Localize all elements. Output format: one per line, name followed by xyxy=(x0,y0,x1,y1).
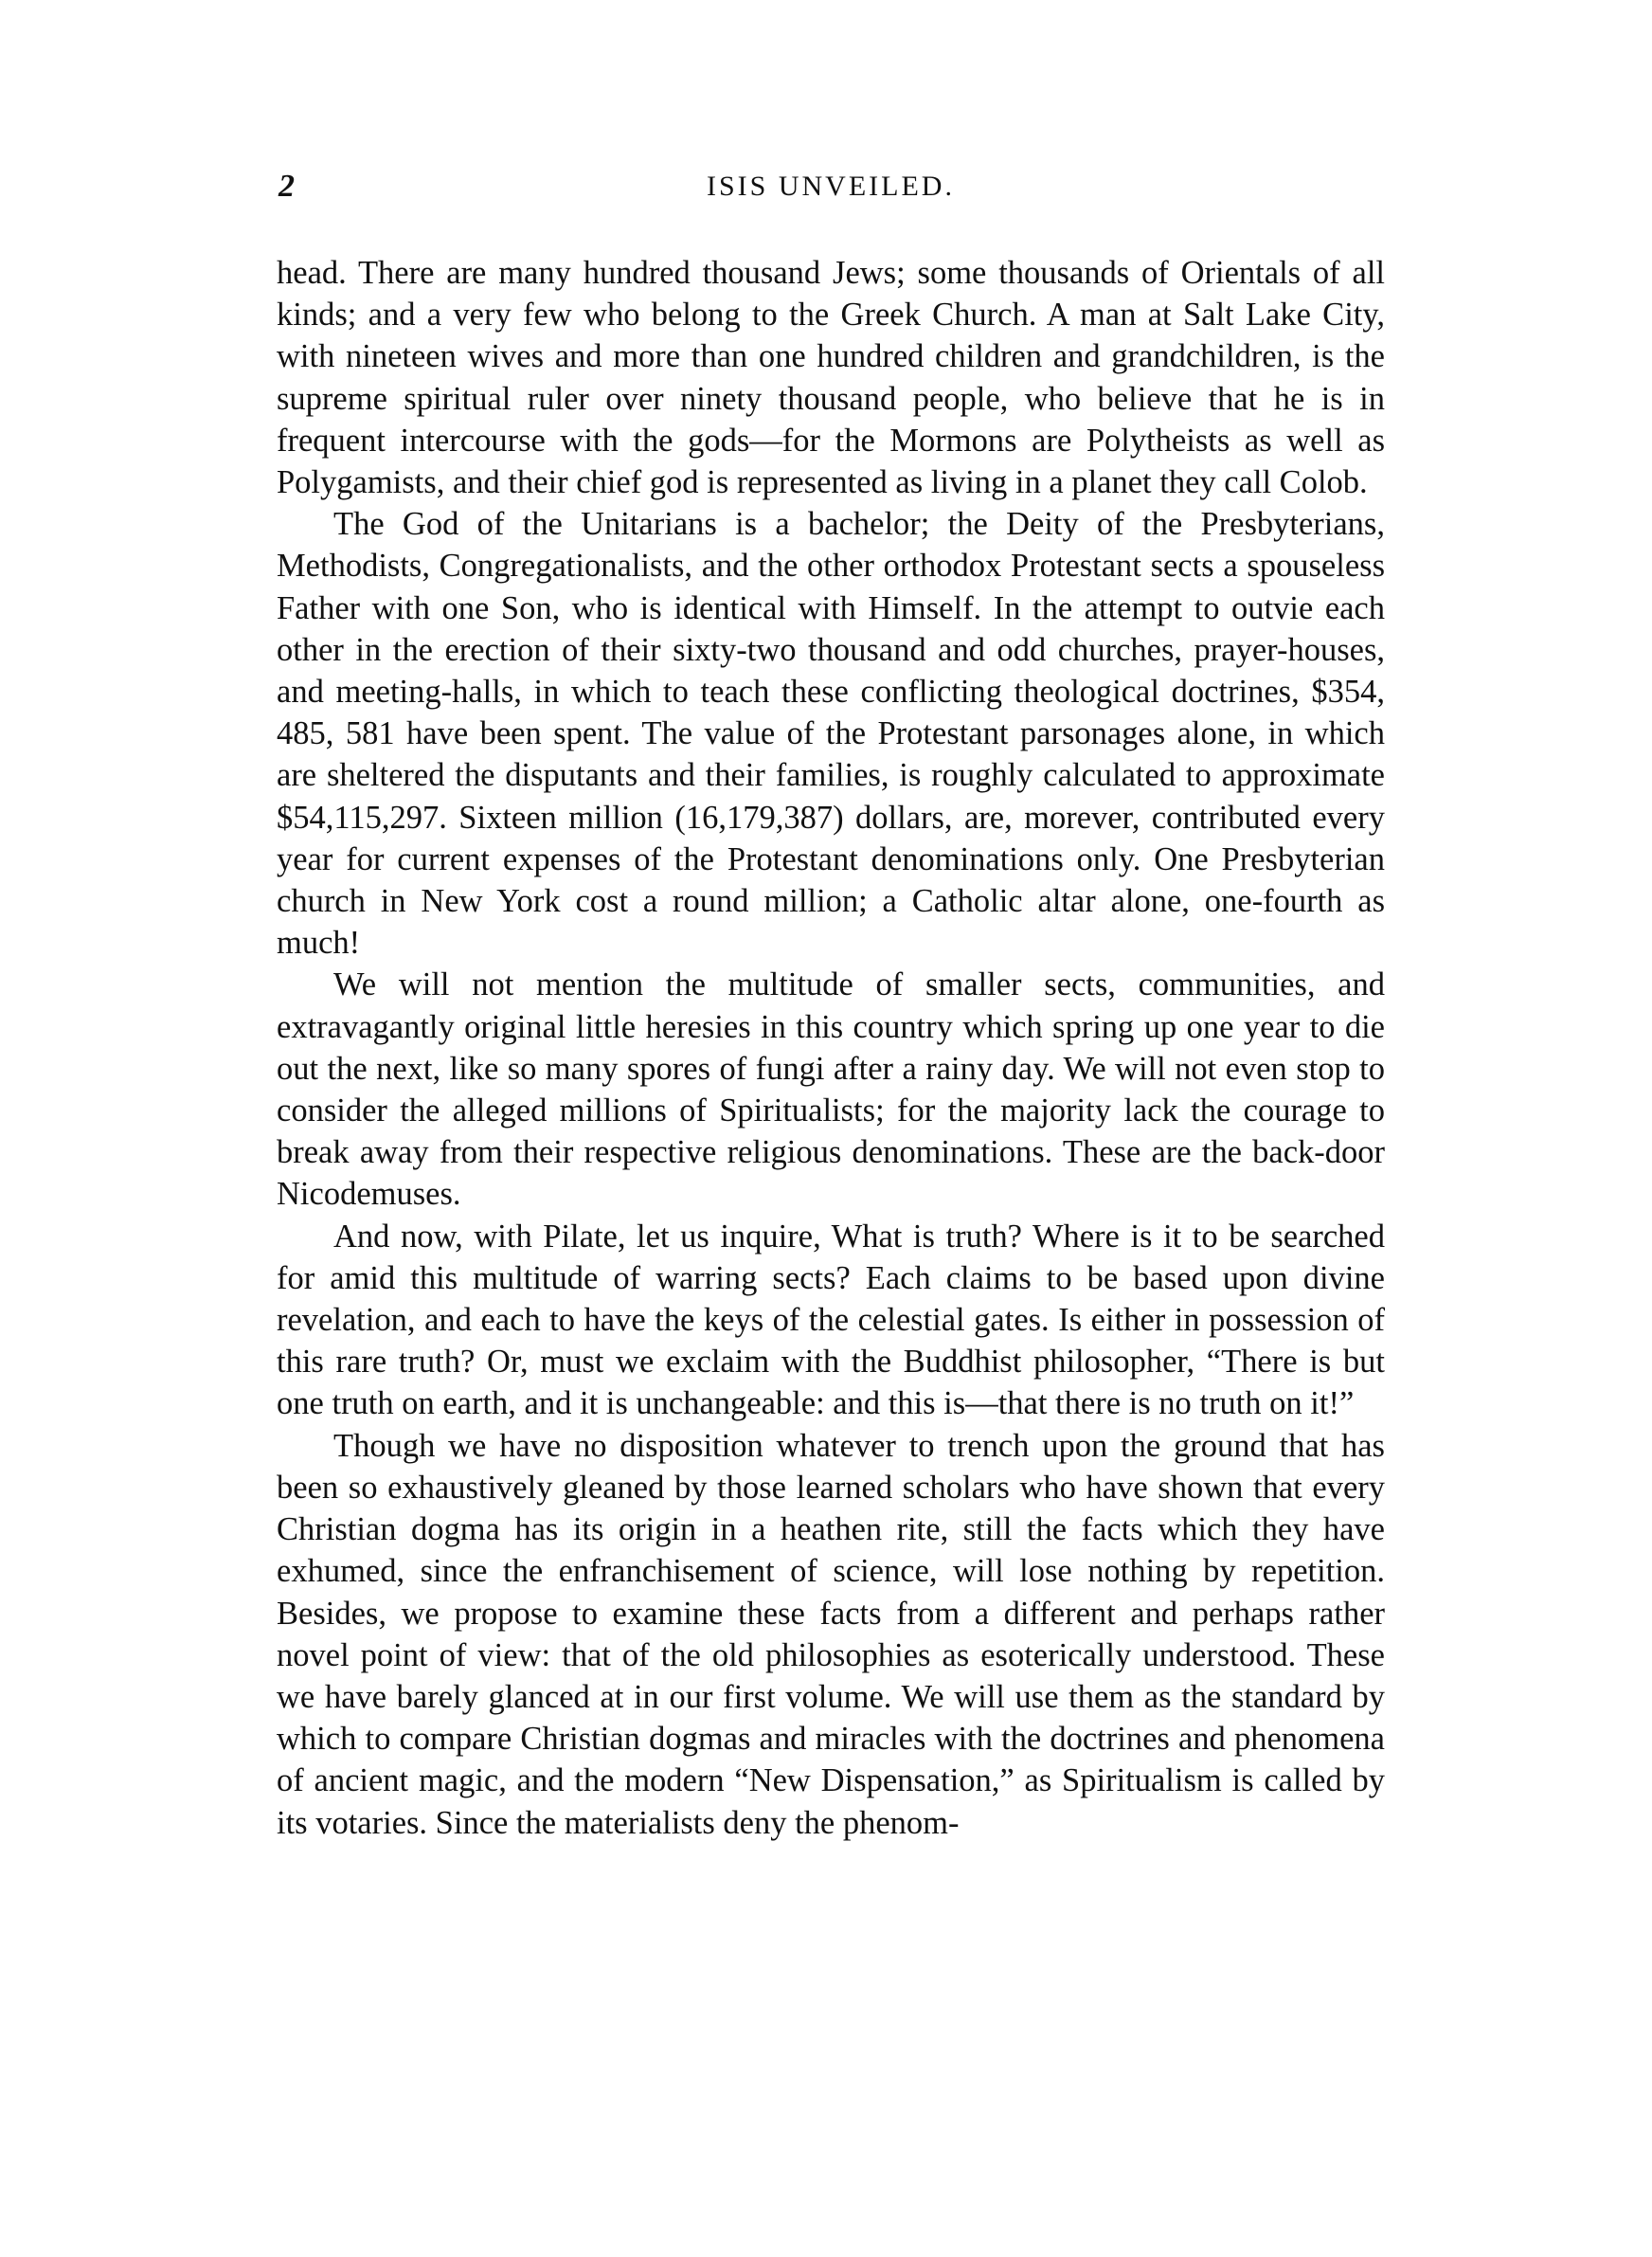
book-page xyxy=(277,169,1385,1844)
paragraph: We will not mention the multitude of smaller sects, communities, and extravagantly original little heresies in this country which spring up one year to die out the next, like so many spores of fungi after a rainy day. We will not even stop to consider the alleged millions of Spiritualists; for the majority lack the courage to break away from their respective religious denominations. These are the back-door Nicodemuses. xyxy=(277,966,1385,1213)
paragraph: The God of the Unitarians is a bachelor; the Deity of the Presbyterians, Methodists, Congregationalists, and the other orthodox Protestant sects a spouseless Father with one Son, who is identical with Himself. In the attempt to outvie each other in the erection of their sixty-two thousand and odd churches, prayer-houses, and meeting-halls, in which to teach these conflicting theological doctrines, $354, 485, 581 have been spent. The value of the Protestant parsonages alone, in which are sheltered the disputants and their families, is roughly calculated to approximate $54,115,297. Sixteen million (16,179,387) dollars, are, morever, contributed every year for current expenses of the Protestant denominations only. One Presbyterian church in New York cost a round million; a Catholic altar alone, one-fourth as much! xyxy=(277,506,1385,962)
body-text xyxy=(277,252,1385,1844)
paragraph: head. There are many hundred thousand Jews; some thousands of Orientals of all kinds; and a very few who belong to the Greek Church. A man at Salt Lake City, with nineteen wives and more than one hundred children and grandchildren, is the supreme spiritual ruler over ninety thousand people, who believe that he is in frequent intercourse with the gods—for the Mormons are Polytheists as well as Polygamists, and their chief god is represented as living in a planet they call Colob. xyxy=(277,255,1385,501)
page-number: 2 xyxy=(278,169,295,204)
paragraph: Though we have no disposition whatever to trench upon the ground that has been so exhaustively gleaned by those learned scholars who have shown that every Christian dogma has its origin in a heathen rite, still the facts which they have exhumed, since the enfranchisement of science, will lose nothing by repetition. Besides, we propose to examine these facts from a different and perhaps rather novel point of view: that of the old philosophies as esoterically understood. These we have barely glanced at in our first volume. We will use them as the standard by which to compare Christian dogmas and miracles with the doctrines and phenomena of ancient magic, and the modern “New Dispensation,” as Spiritualism is called by its votaries. Since the materialists deny the phenom- xyxy=(277,1427,1385,1841)
paragraph: And now, with Pilate, let us inquire, What is truth? Where is it to be searched for amid this multitude of warring sects? Each claims to be based upon divine revelation, and each to have the keys of the celestial gates. Is either in possession of this rare truth? Or, must we exclaim with the Buddhist philosopher, “There is but one truth on earth, and it is unchangeable: and this is—that there is no truth on it!” xyxy=(277,1218,1385,1422)
running-head xyxy=(277,169,1385,216)
running-title: ISIS UNVEILED. xyxy=(707,171,955,202)
